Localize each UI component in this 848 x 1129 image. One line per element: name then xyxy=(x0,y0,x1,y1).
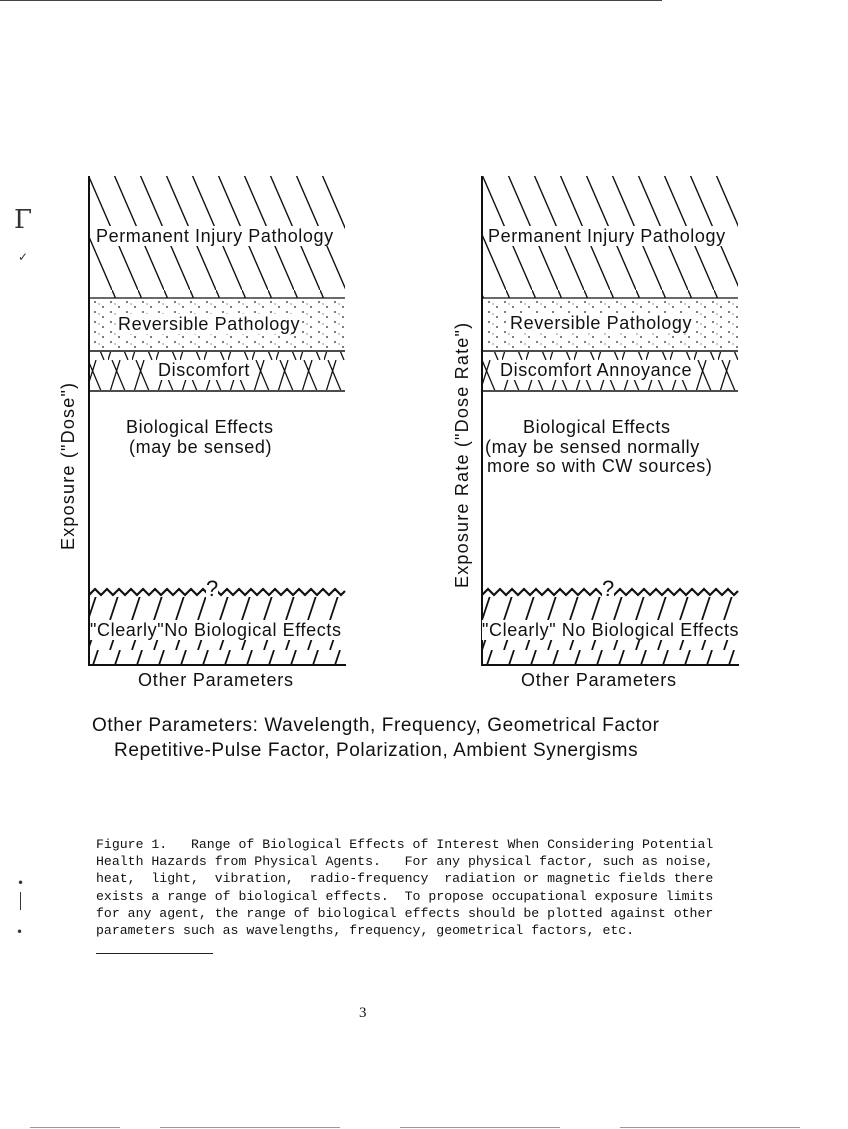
biological-effects-subtext: (may be sensed normally xyxy=(485,437,700,457)
other-parameters-line-1: Other Parameters: Wavelength, Frequency, Geometrical Factor xyxy=(92,715,660,736)
caption-line: heat, light, vibration, radio-frequency radiation or magnetic fields there xyxy=(96,871,714,887)
y-axis-label: Exposure ("Dose") xyxy=(58,381,78,550)
right-diagram xyxy=(452,170,834,690)
bottom-rule xyxy=(400,1127,560,1128)
no-effects-label: "Clearly" No Biological Effects xyxy=(482,620,740,640)
biological-effects-label: Biological Effects xyxy=(523,417,671,437)
footnote-rule xyxy=(96,953,213,954)
biological-effects-label: Biological Effects xyxy=(126,417,274,437)
y-axis-label: Exposure Rate ("Dose Rate") xyxy=(452,321,472,588)
margin-mark-dot-2: • xyxy=(16,925,24,939)
permanent-injury-label: Permanent Injury Pathology xyxy=(488,226,726,246)
figure-caption xyxy=(96,836,746,939)
reversible-pathology-label: Reversible Pathology xyxy=(118,314,301,334)
margin-mark-tick: ✓ xyxy=(18,250,29,264)
discomfort-annoyance-label: Discomfort Annoyance xyxy=(500,360,693,380)
no-effects-label: "Clearly"No Biological Effects xyxy=(90,620,342,640)
reversible-pathology-label: Reversible Pathology xyxy=(510,313,693,333)
top-rule xyxy=(0,0,662,1)
other-parameters-line-2: Repetitive-Pulse Factor, Polarization, Ambient Synergisms xyxy=(114,740,639,761)
caption-line: Health Hazards from Physical Agents. For any physical factor, such as noise, xyxy=(96,854,714,870)
caption-line: for any agent, the range of biological effects should be plotted against other xyxy=(96,905,714,921)
margin-mark-bar xyxy=(20,892,21,910)
bottom-rule xyxy=(30,1127,120,1128)
threshold-question-mark: ? xyxy=(602,576,615,601)
caption-line: Figure 1. Range of Biological Effects of Interest When Considering Potential xyxy=(96,837,714,852)
x-axis-label: Other Parameters xyxy=(138,670,294,690)
permanent-injury-label: Permanent Injury Pathology xyxy=(96,226,334,246)
caption-line: parameters such as wavelengths, frequency, geometrical factors, etc. xyxy=(96,923,635,939)
x-axis-label: Other Parameters xyxy=(521,670,677,690)
discomfort-label: Discomfort xyxy=(158,360,251,380)
margin-mark-dot: • xyxy=(17,876,25,890)
bottom-rule xyxy=(620,1127,800,1128)
bottom-rule xyxy=(160,1127,340,1128)
page-number: 3 xyxy=(359,1005,367,1021)
biological-effects-subtext: (may be sensed) xyxy=(129,437,273,457)
threshold-question-mark: ? xyxy=(206,576,219,601)
biological-effects-subtext-2: more so with CW sources) xyxy=(487,456,713,476)
margin-mark-bracket: Γ xyxy=(14,205,33,235)
caption-line: exists a range of biological effects. To propose occupational exposure limits xyxy=(96,888,714,904)
left-diagram xyxy=(58,170,440,690)
